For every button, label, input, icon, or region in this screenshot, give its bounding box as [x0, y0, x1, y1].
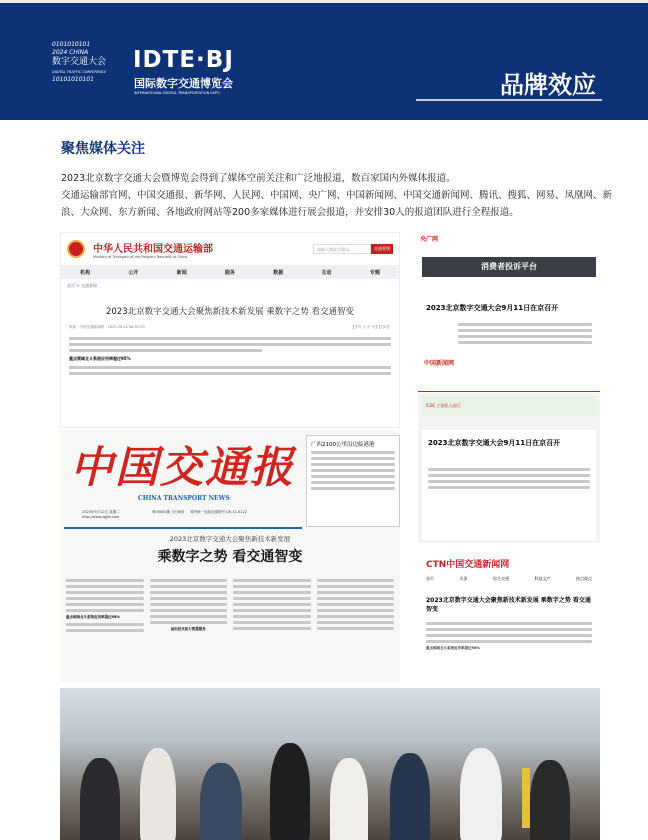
cnr-screenshot	[418, 232, 600, 390]
search-button[interactable]: 交通智搜	[371, 244, 393, 254]
ad-banner[interactable]: ICBC 工银私人银行	[422, 396, 596, 416]
section-banner: 品牌效应	[500, 71, 596, 99]
nav-item[interactable]: 机构	[80, 269, 91, 276]
ctn-screenshot	[418, 545, 600, 685]
nav-item[interactable]: 热点视点	[576, 576, 592, 581]
globe-logo: 0101010101 2024 CHINA 数字交通大会 DIGITAL TRAFFIC CONFERENCE 10101010101	[52, 41, 107, 83]
newspaper-masthead: 中国交通报	[70, 443, 295, 493]
banner-underline	[416, 99, 602, 101]
newspaper-kicker: 2023北京数字交通大会聚焦新技术新发展	[169, 535, 291, 543]
newspaper-clipping	[60, 430, 400, 682]
nav-item[interactable]: 服务	[224, 269, 235, 276]
nav-item[interactable]: 首页	[426, 576, 434, 581]
newspaper-url: http://www.zgjtb.com	[82, 515, 120, 519]
paragraph: 交通运输部官网、中国交通报、新华网、人民网、中国网、央广网、中国新闻网、中国交通新闻网、腾讯、搜狐、网易、凤凰网、新浪、大众网、东方新闻、各地政府网站等200多家媒体进行展会报道，并安排30人的报道团队进行全程报道。	[61, 190, 613, 218]
paragraph: 2023北京数字交通大会暨博览会得到了媒体空前关注和广泛地报道，数百家国内外媒体报道。	[61, 173, 456, 184]
ctn-logo: CTN中国交通新闻网	[426, 560, 510, 570]
logo-en: INTERNATIONAL DIGITAL TRANSPORTATION EXPO	[134, 91, 220, 95]
newspaper-date: 2023年9月12日 星期二	[82, 510, 120, 514]
mot-name-en: Ministry of Transport of the People's Republic of China	[93, 254, 188, 259]
article-source: 来源：中国交通新闻网 2023-09-12 08:51:53	[69, 325, 145, 329]
ad-banner[interactable]: 消费者投诉平台	[422, 257, 596, 277]
newspaper-subhead: 重点领域北斗系统应用率超过95%	[66, 615, 120, 619]
mot-nav	[61, 265, 399, 279]
nav-item[interactable]: 科技文产	[534, 576, 551, 581]
cnr-logo: 央广网	[420, 236, 439, 243]
newspaper-issue: 第00000期 今日8版	[152, 510, 184, 514]
nav-item[interactable]: 数据	[273, 269, 284, 276]
chinanews-screenshot	[418, 393, 600, 543]
nav-item[interactable]: 专题	[369, 269, 380, 276]
expo-crowd-photo	[60, 688, 600, 840]
chinanews-logo: 中国新闻网	[424, 360, 455, 367]
section-title: 聚焦媒体关注	[61, 141, 145, 157]
article-title: 2023北京数字交通大会聚焦新技术新发展 乘数字之势 看交通智变	[105, 307, 355, 317]
article-title: 2023北京数字交通大会聚焦新技术新发展 乘数字之势 看交通智变	[426, 597, 591, 613]
breadcrumb: 首页 > 交通要闻	[67, 283, 97, 288]
nav-item[interactable]: 互动	[321, 269, 332, 276]
logo-title: IDTE·BJ	[133, 47, 234, 73]
nav-item[interactable]: 公开	[128, 269, 139, 276]
nav-item[interactable]: 头条	[459, 576, 468, 581]
nav-item[interactable]: 综合交通	[493, 576, 509, 581]
side-article-title: 广西2100公里沿边临港港	[311, 442, 375, 448]
newspaper-headline: 乘数字之势 看交通智变	[157, 549, 303, 565]
header-banner	[0, 3, 648, 120]
logo-cn: 国际数字交通博览会	[134, 77, 233, 90]
intro-text	[61, 170, 621, 221]
article-title: 2023北京数字交通大会9月11日在京召开	[426, 304, 559, 312]
article-subhead: 重点领域北斗系统应用率超过95%	[69, 356, 131, 361]
article-title: 2023北京数字交通大会9月11日在京召开	[428, 439, 561, 447]
nav-item[interactable]: 新闻	[176, 269, 187, 276]
national-emblem-icon	[67, 240, 85, 258]
newspaper-code: 国内统一连续出版物号 CN 11-0122	[190, 510, 247, 514]
mot-screenshot	[60, 232, 400, 428]
newspaper-subhead: 前沿技术助力智慧服务	[170, 627, 206, 631]
article-subhead: 重点领域北斗系统应用率超过95%	[426, 646, 480, 650]
newspaper-name-en: CHINA TRANSPORT NEWS	[138, 495, 230, 502]
font-controls[interactable]: 【字号 大 中 小】【打印】	[350, 325, 391, 329]
search-input[interactable]: 请输入搜索关键词...	[313, 244, 371, 254]
mot-name: 中华人民共和国交通运输部	[93, 243, 213, 255]
side-article	[306, 435, 400, 527]
